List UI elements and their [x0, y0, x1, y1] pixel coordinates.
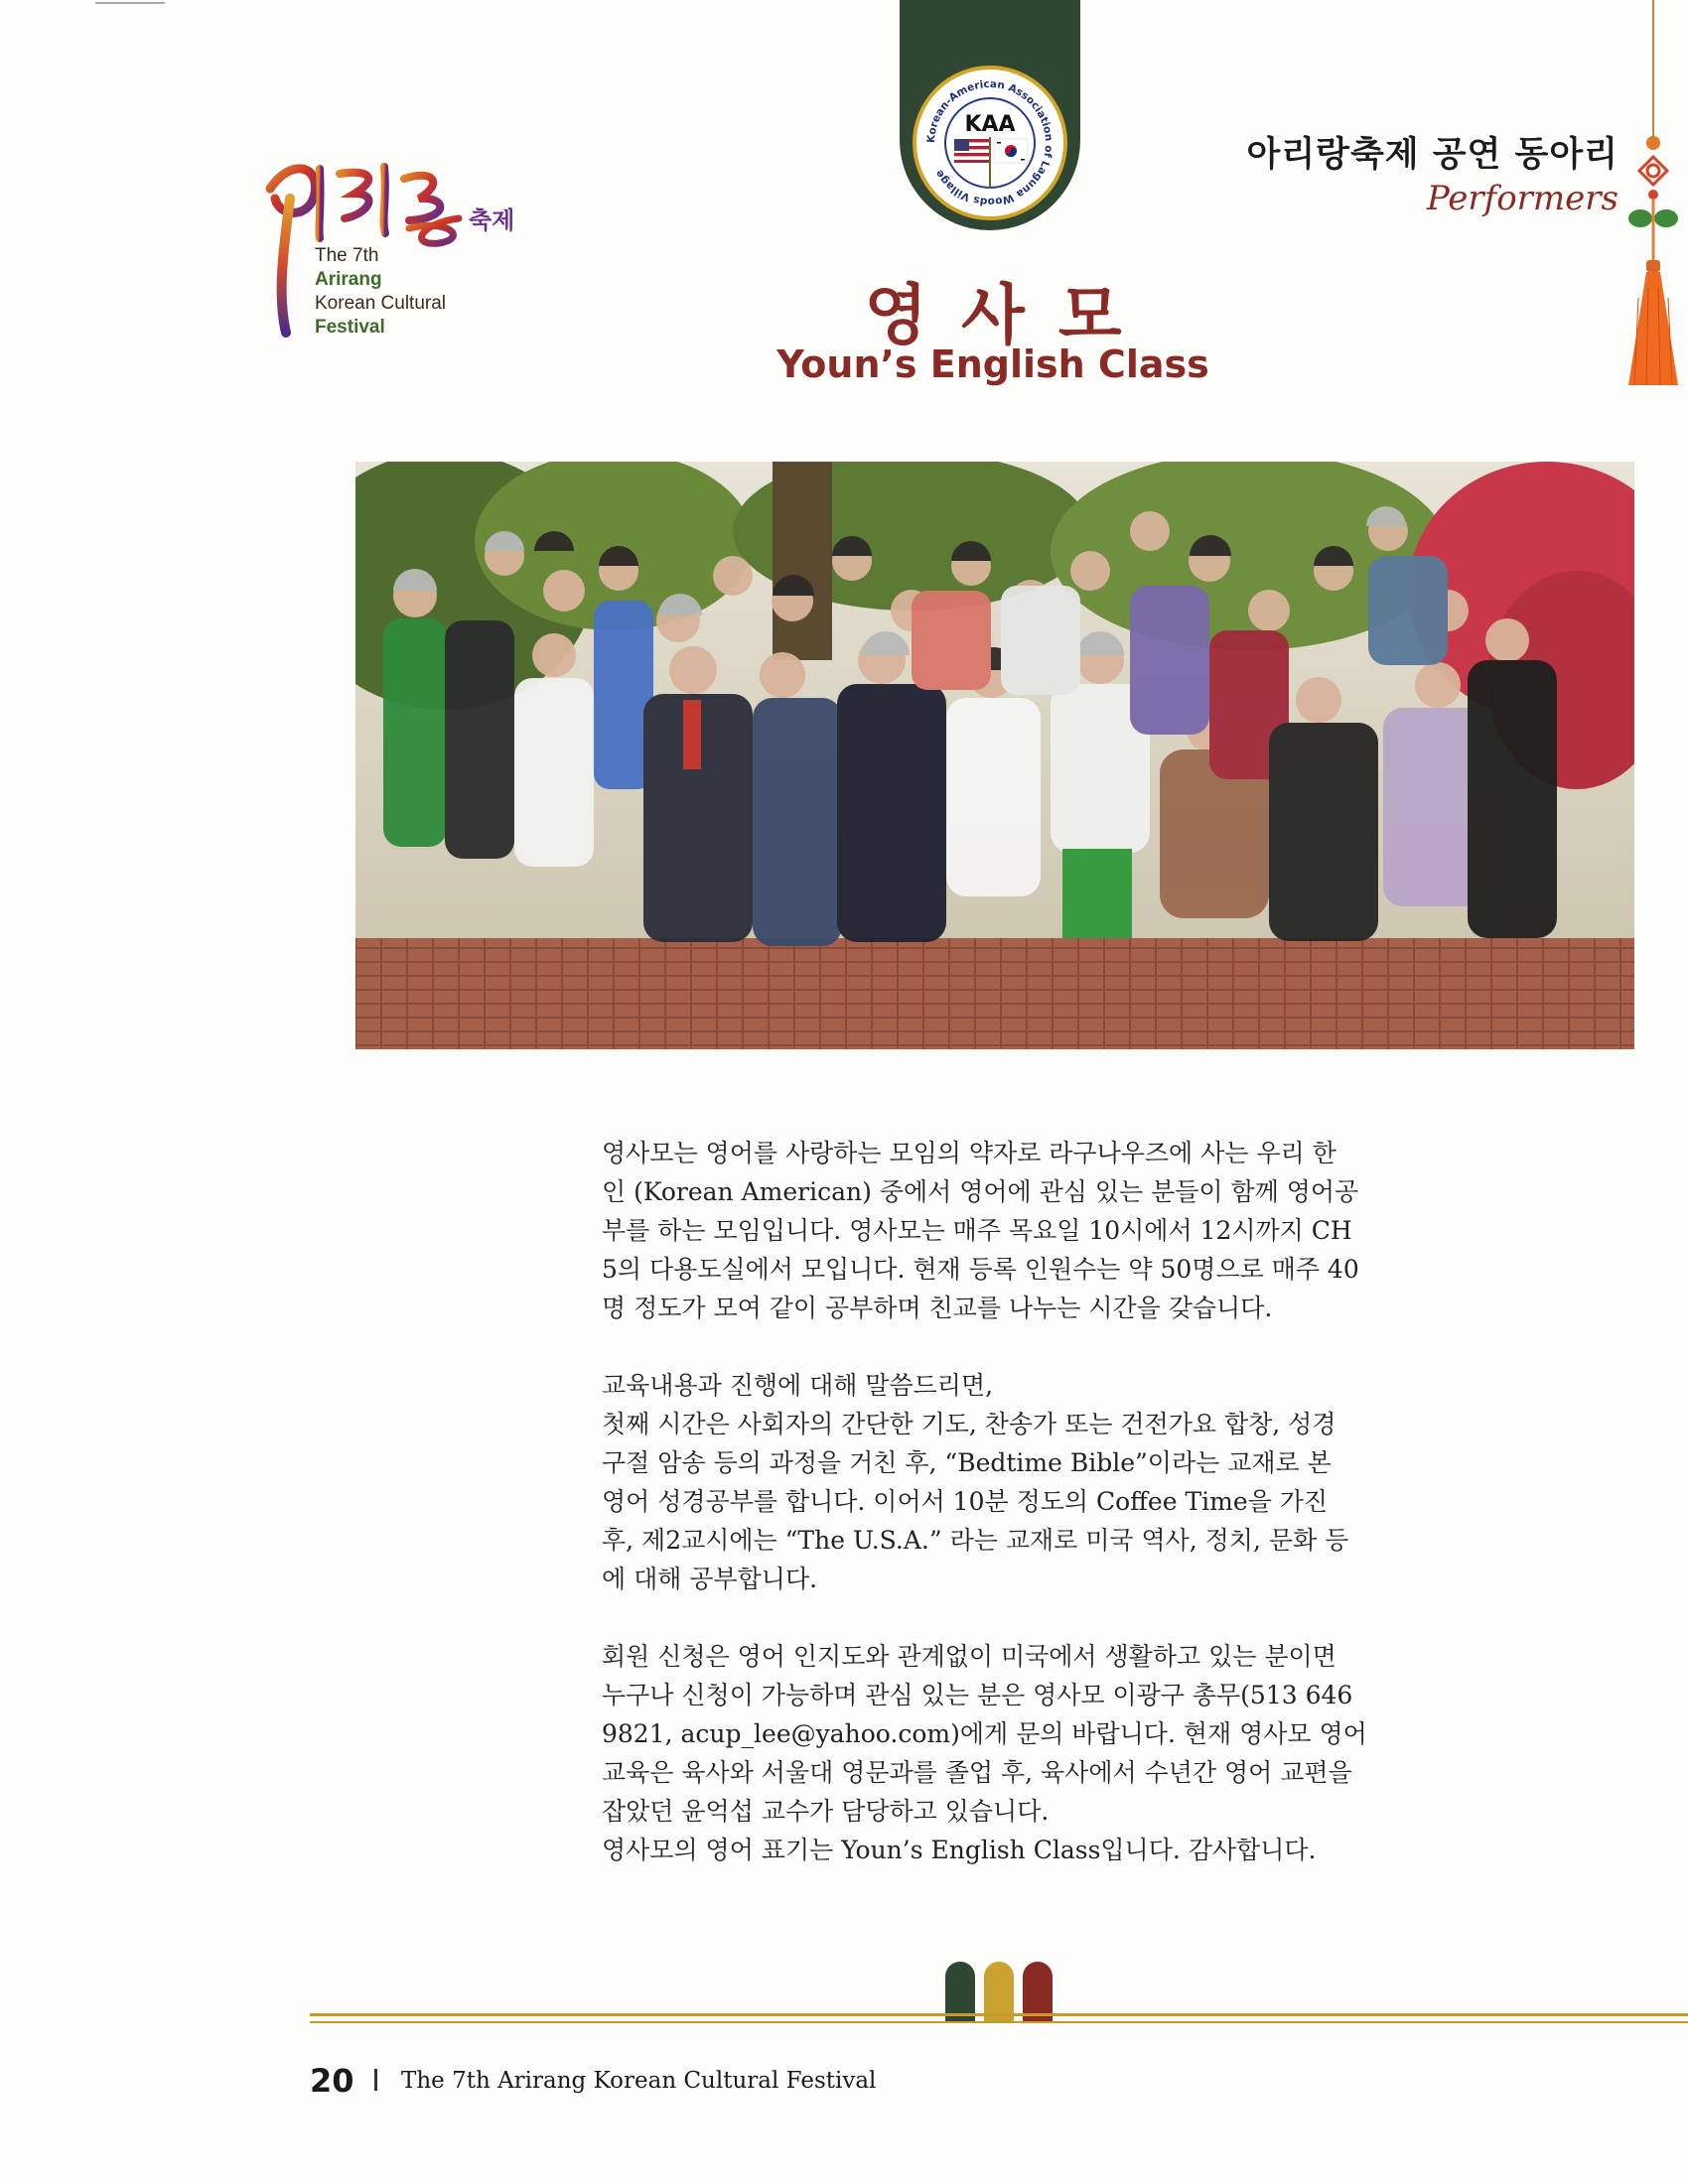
text-line: 명 정도가 모여 같이 공부하며 친교를 나누는 시간을 갖습니다. [602, 1294, 1273, 1322]
logo-festival-name [315, 244, 446, 340]
text-line: 누구나 신청이 가능하며 관심 있는 분은 영사모 이광구 총무(513 646 [602, 1681, 1353, 1709]
text-line: 회원 신청은 영어 인지도와 관계없이 미국에서 생활하고 있는 분이면 [602, 1642, 1336, 1671]
festival-logo [260, 149, 558, 347]
text-line: 잡았던 윤억섭 교수가 담당하고 있습니다. [602, 1797, 1050, 1826]
club-category-title: 아리랑축제 공연 동아리 [1246, 135, 1618, 175]
text-line: 영어 성경공부를 합니다. 이어서 10분 정도의 Coffee Time을 가진 [602, 1487, 1329, 1516]
page-title-english: Youn’s English Class [776, 342, 1209, 386]
text-line: 에 대해 공부합니다. [602, 1565, 818, 1593]
footer-rule [310, 2013, 1688, 2016]
text-line: 부를 하는 모임입니다. 영사모는 매주 목요일 10시에서 12시까지 CH [602, 1216, 1352, 1245]
text-line: 영사모는 영어를 사랑하는 모임의 약자로 라구나우즈에 사는 우리 한 [602, 1139, 1336, 1167]
text-line: 영사모의 영어 표기는 Youn’s English Class입니다. 감사합니다. [602, 1836, 1317, 1864]
page-number: 20 [310, 2062, 354, 2100]
korean-flag-icon [994, 139, 1028, 163]
text-line: 구절 암송 등의 과정을 거친 후, “Bedtime Bible”이라는 교재로 본 [602, 1448, 1332, 1477]
text-line: 첫째 시간은 사회자의 간단한 기도, 찬송가 또는 건전가요 합창, 성경 [602, 1410, 1336, 1438]
text-line: 교육은 육사와 서울대 영문과를 졸업 후, 육사에서 수년간 영어 교편을 [602, 1758, 1352, 1787]
emblem-abbr: KAA [964, 112, 1016, 137]
paragraph-curriculum [602, 1366, 1396, 1598]
group-photo [355, 462, 1634, 1049]
footer-rule [310, 2021, 1688, 2023]
logo-line: Festival [315, 317, 385, 338]
knot-tassel-icon [1618, 0, 1688, 397]
text-line: 9821, acup_lee@yahoo.com)에게 문의 바랍니다. 현재 영사모 영어 [602, 1719, 1367, 1748]
us-flag-icon [954, 139, 990, 163]
page-title-korean: 영사모 [864, 277, 1156, 353]
logo-line: Arirang [315, 269, 382, 290]
scan-mark [95, 2, 165, 4]
club-category-subtitle: Performers [1426, 179, 1618, 218]
logo-line: Korean Cultural [315, 293, 447, 314]
logo-line: The 7th [315, 245, 379, 266]
text-line: 교육내용과 진행에 대해 말씀드리면, [602, 1371, 994, 1400]
kaa-emblem [913, 66, 1067, 220]
article-body [602, 1134, 1396, 1908]
footer-separator [374, 2069, 377, 2091]
kaa-seal-icon [916, 69, 1063, 216]
paragraph-intro [602, 1134, 1396, 1327]
text-line: 후, 제2교시에는 “The U.S.A.” 라는 교재로 미국 역사, 정치, 문화 등 [602, 1526, 1349, 1555]
paragraph-membership [602, 1637, 1396, 1869]
emblem-ring-text: Korean-American Association of Laguna Woods Village [924, 77, 1055, 208]
emblem-banner [900, 0, 1080, 230]
text-line: 5의 다용도실에서 모입니다. 현재 등록 인원수는 약 50명으로 매주 40 [602, 1255, 1359, 1284]
text-line: 인 (Korean American) 중에서 영어에 관심 있는 분들이 함께 영어공 [602, 1177, 1359, 1206]
group-photo-icon [355, 462, 1634, 1049]
logo-suffix: 축제 [469, 206, 515, 234]
footer-publication-title: The 7th Arirang Korean Cultural Festival [401, 2068, 877, 2094]
